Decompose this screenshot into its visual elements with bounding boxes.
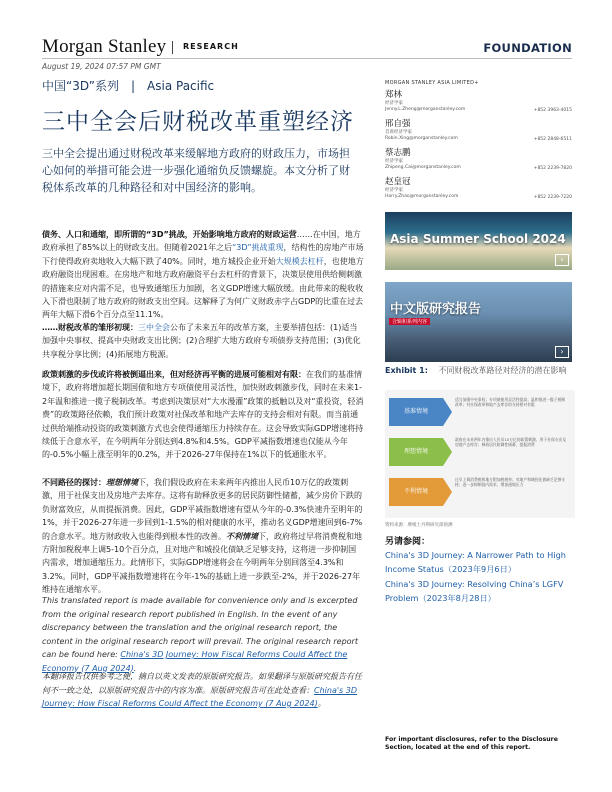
scenario-arrow: [443, 398, 452, 426]
scenario-row: [389, 394, 571, 428]
analyst-phone: +852 3963-4015: [533, 108, 572, 113]
banner-subtitle: 合辑和系列内容: [389, 318, 430, 325]
p3-text: 在我们的基准情境下，政府将增加超长期国债和地方专项债使用灵活性，加快财政刺激步伐，同时在未来1-2年温和推进一揽子税制改革。考虑到决策层对“大水漫灌”政策的抵触以及对“重投资，轻消费”的政策路径依赖，我们预计政策对社保改革和地产去库存的支持会相对有限。而当前通过供给端推动投资的政策刺激方式也会使得通缩压力持续存在。这会导致实际GDP增速将持续低于合意水平，在今明两年分别达到4.8%和4.5%。GDP平减指数增速也仅能从今年的-0.5%小幅上涨至明年的0.2%，并于2026-27年保持在1%以下的低通胀水平。: [42, 370, 364, 460]
p2-link-plenum[interactable]: 三中全会: [138, 323, 170, 332]
analyst-sidebar: [385, 80, 575, 204]
p4-lead: 不同路径的探讨：: [42, 478, 106, 487]
scenario-arrow: [443, 438, 452, 466]
p4-bull: 理想情境: [106, 478, 138, 487]
analyst-role: 经济学家: [385, 188, 403, 193]
header-rule: [42, 58, 572, 59]
analyst-email[interactable]: Jenny.L.Zheng@morganstanley.com: [385, 107, 466, 112]
p1-text: ……在中国，地方政府承担了85%以上的财政支出。但随着2021年之后: [42, 230, 361, 253]
p2-text: 公布了未来五年的改革方案，主要举措包括：(1)适当加强中央事权、提高中央财政支出比例；(2)合理扩大地方政府专项债券支持范围；(3)优化共享税分享比例；(4)拓展地方税源。: [42, 323, 361, 359]
analyst-name: 蔡志鹏: [385, 148, 411, 158]
p4-text2: 下，政府将过早将消费税和地方附加税税率上调5-10个百分点，且对地产和城投化债缺乏足够支持，这将进一步抑制国内需求，增加通缩压力。此情形下，实际GDP增速将会在今明两年分别回落至4.3%和3.2%。同时，GDP平减指数增速将在今年-1%的基础上进一步跌至-2%，并于2026-27年维持在通缩水平。: [42, 531, 362, 595]
analyst-card: [385, 88, 575, 117]
exhibit-title: 不同财税改革路径对经济的潜在影响: [438, 366, 567, 375]
disclaimer-cn-link[interactable]: China's 3D Journey: How Fiscal Reforms Could Affect the Economy (7 Aug 2024): [42, 685, 358, 708]
banner-title: Asia Summer School 2024: [390, 232, 566, 246]
scenario-box: 基准情境: [389, 398, 443, 426]
p1-text3: ，也使地方政府融资出现困难。在房地产和地方政府融资平台去杠杆的背景下，决策层使用供给侧刺激的措施来应对内需不足，也导致通缩压力加剧，名义GDP增速大幅放缓。由此带来的税收收入下滑也限制了地方政府的财政支出空间。这解释了为何广义财政赤字占GDP的比重在过去两年大幅下滑6个百分点至11.1%。: [42, 256, 364, 320]
p4-text: 下，我们假设政府在未来两年内推出人民币10万亿的政策刺激，用于社保支出及房地产去库存。这将有助释放更多的居民防御性储蓄，减少房价下跌的负财富效应，从而提振消费。因此，GDP平减指数增速有望从今年的-0.3%快速升至明年的1%，并于2026-27年进一步回到1-1.5%的相对健康的水平，推动名义GDP增速回到6-7%的合意水平。地方财政收入也能得到根本性的改善。: [42, 478, 363, 541]
disclaimer-en-link[interactable]: China's 3D Journey: How Fiscal Reforms Could Affect the Economy (7 Aug 2024): [42, 650, 348, 673]
publish-date: August 19, 2024 07:57 PM GMT: [42, 62, 161, 71]
summer-school-banner[interactable]: [385, 212, 572, 270]
scenario-box: 理想情境: [389, 438, 443, 466]
scenario-row: [389, 434, 571, 468]
scenario-text: 适当加强中央事权；专项债使用灵活性提高；温和推进一揽子税制改革；对社保改革和地产去库存的支持相对有限: [455, 397, 566, 407]
related-link[interactable]: China's 3D Journey: A Narrower Path to High Income Status（2023年9月6日）: [385, 550, 566, 574]
analyst-phone: +852 2239-7220: [533, 195, 572, 200]
p1-lead: 债务、人口和通缩，即所谓的“3D”挑战，开始影响地方政府的财政运营: [42, 230, 297, 239]
disclaimer-cn-text: 本翻译报告仅供参考之便，摘自以英文发表的原版研究报告。如果翻译与原版研究报告有任何不一致之处，以原版研究报告中的内容为准。原版研究报告可在此处查看：: [42, 672, 362, 695]
exhibit-caption: [385, 364, 575, 377]
analyst-email[interactable]: Harry.Zhao@morganstanley.com: [385, 194, 459, 199]
analyst-email[interactable]: Zhipeng.Cai@morganstanley.com: [385, 165, 461, 170]
analyst-role: 经济学家: [385, 101, 403, 106]
scenario-diagram: [385, 390, 575, 518]
analyst-card: [385, 117, 575, 146]
arrow-icon: ›: [555, 254, 569, 266]
paragraph-3: [42, 368, 364, 462]
analyst-name: 邢自强: [385, 119, 411, 129]
paragraph-1: [42, 228, 364, 322]
brand-logo: Morgan Stanley: [42, 36, 167, 57]
page-title: 三中全会后财税改革重塑经济: [42, 109, 354, 135]
related-heading: 另请参阅：: [385, 537, 431, 547]
p1-text2: ，结构性的房地产市场下行使得政府卖地收入大幅下跌了40%。同时，地方城投企业开始: [42, 243, 364, 266]
exhibit-source: 资料来源：摩根士丹利研究部预测: [385, 523, 453, 528]
banner-title: 中文版研究报告: [390, 302, 482, 317]
scenario-text: 政府在未来两年内推出人民币10万亿的政策刺激，用于社保支出及房地产去库存；释放居民防御性储蓄，提振消费: [455, 437, 567, 447]
p4-bear: 不利情境: [226, 531, 258, 541]
chinese-reports-banner[interactable]: [385, 282, 572, 362]
analyst-card: [385, 146, 575, 175]
analyst-card: [385, 175, 575, 204]
analyst-phone: +852 2848-6511: [533, 137, 572, 142]
summary: 三中全会提出通过财税改革来缓解地方政府的财政压力，市场担心如何的举措可能会进一步强化通缩负反馈螺旋。本文分析了财税体系改革的几种路径和对中国经济的影响。: [42, 147, 350, 194]
series-line: [42, 77, 214, 94]
disclaimer-en-text: This translated report is made available for convenience only and is excerpted from the original research report published in English. In the event of any discrepancy between the translation and the original research report, the content in the original research report will prevail. The original research report can be found here:: [42, 596, 358, 659]
related-link[interactable]: China's 3D Journey: Resolving China’s LGFV Problem（2023年8月28日）: [385, 579, 564, 603]
series-name: 中国“3D”系列: [42, 79, 119, 93]
firm-name: MORGAN STANLEY ASIA LIMITED+: [385, 80, 479, 86]
arrow-icon: ›: [555, 346, 569, 358]
analyst-role: 经济学家: [385, 159, 403, 164]
scenario-row: [389, 474, 571, 508]
analyst-role: 首席经济学家: [385, 130, 412, 135]
analyst-email[interactable]: Robin.Xing@morganstanley.com: [385, 136, 458, 141]
analyst-phone: +852 2239-7820: [533, 166, 572, 171]
logo-divider: [172, 41, 173, 54]
analyst-name: 赵皇冠: [385, 177, 411, 187]
p1-link-3d[interactable]: “3D”挑战重现: [232, 243, 284, 253]
paragraph-2: [42, 321, 364, 361]
series-region: Asia Pacific: [147, 79, 215, 93]
disclosure-note: For important disclosures, refer to the Disclosure Section, located at the end of this report.: [385, 736, 558, 751]
disclaimer-chinese: 本翻译报告仅供参考之便，摘自以英文发表的原版研究报告。如果翻译与原版研究报告有任何不一致之处，以原版研究报告中的内容为准。原版研究报告可在此处查看：China's 3D Journey: How Fiscal Reforms Could Affect the Economy (7 Aug 2024)。: [42, 672, 362, 708]
report-tag: FOUNDATION: [483, 41, 572, 55]
scenario-arrow: [443, 478, 452, 506]
exhibit-label: Exhibit 1:: [385, 366, 428, 375]
p1-link-deleverage[interactable]: 大规模去杠杆: [275, 256, 324, 266]
series-separator: |: [131, 79, 136, 93]
analyst-name: 郑林: [385, 90, 403, 100]
scenario-box: 不利情境: [389, 478, 443, 506]
research-label: RESEARCH: [183, 42, 239, 51]
paragraph-4: [42, 476, 364, 597]
disclaimer-english: This translated report is made available for convenience only and is excerpted from the original research report published in English. In the event of any discrepancy between the translation and the original research report, the content in the original research report will prevail. The original research report can be found here: China's 3D Journey: How Fiscal Reforms Could Affect the Economy (7 Aug 2024).: [42, 596, 358, 673]
scenario-text: 过早上调消费税和地方附加税税率；对地产和城投化债缺乏足够支持；进一步抑制国内需求，增加通缩压力: [455, 477, 566, 487]
p2-lead: ……财税改革的雏形初现：: [42, 323, 138, 332]
p3-lead: 政策刺激的步伐或许将被倒逼出来，但对经济再平衡的进展可能相对有限：: [42, 370, 306, 379]
